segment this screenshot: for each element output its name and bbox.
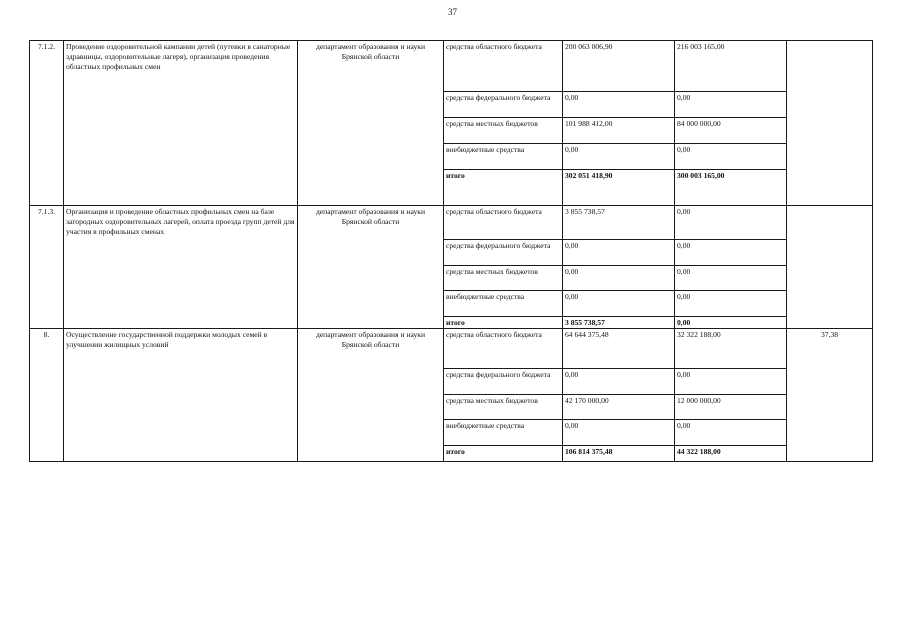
amount-col-2: 0,00 <box>675 240 787 266</box>
amount-col-2: 12 000 000,00 <box>675 395 787 420</box>
item-title: Осуществление государственной поддержки молодых семей в улучшении жилищных условий <box>64 329 298 462</box>
amount-col-2: 0,00 <box>675 291 787 317</box>
amount-col-1: 106 814 375,48 <box>563 446 675 462</box>
funding-source-label: средства областного бюджета <box>444 206 563 240</box>
amount-col-1: 0,00 <box>563 144 675 170</box>
amount-col-2: 0,00 <box>675 420 787 446</box>
table-row <box>30 206 873 240</box>
indicator-value: 37,38 <box>787 329 873 462</box>
funding-source-label: средства федерального бюджета <box>444 369 563 395</box>
indicator-value <box>787 41 873 206</box>
funding-source-label: внебюджетные средства <box>444 291 563 317</box>
amount-col-2: 300 003 165,00 <box>675 170 787 206</box>
item-department: департамент образования и науки Брянской области <box>298 41 444 206</box>
item-title: Организация и проведение областных профильных смен на базе загородных оздоровительных лагерей, оплата проезда групп детей для участия в профильных сменах <box>64 206 298 329</box>
amount-col-1: 0,00 <box>563 266 675 291</box>
funding-source-label: внебюджетные средства <box>444 420 563 446</box>
funding-source-label: средства местных бюджетов <box>444 266 563 291</box>
amount-col-2: 0,00 <box>675 92 787 118</box>
amount-col-1: 0,00 <box>563 92 675 118</box>
amount-col-1: 0,00 <box>563 291 675 317</box>
amount-col-2: 0,00 <box>675 206 787 240</box>
amount-col-1: 42 170 000,00 <box>563 395 675 420</box>
funding-source-label: средства федерального бюджета <box>444 92 563 118</box>
item-number: 7.1.3. <box>30 206 64 329</box>
item-number: 7.1.2. <box>30 41 64 206</box>
amount-col-2: 84 000 000,00 <box>675 118 787 144</box>
amount-col-2: 0,00 <box>675 317 787 329</box>
amount-col-1: 302 051 418,90 <box>563 170 675 206</box>
indicator-value <box>787 206 873 329</box>
funding-source-label: внебюджетные средства <box>444 144 563 170</box>
funding-source-label: итого <box>444 317 563 329</box>
amount-col-1: 3 855 738,57 <box>563 206 675 240</box>
table-row <box>30 329 873 369</box>
amount-col-1: 101 988 412,00 <box>563 118 675 144</box>
funding-source-label: итого <box>444 446 563 462</box>
item-department: департамент образования и науки Брянской области <box>298 206 444 329</box>
amount-col-2: 216 003 165,00 <box>675 41 787 92</box>
funding-source-label: средства областного бюджета <box>444 41 563 92</box>
amount-col-1: 64 644 375,48 <box>563 329 675 369</box>
budget-table <box>29 40 873 462</box>
amount-col-1: 200 063 006,90 <box>563 41 675 92</box>
item-number: 8. <box>30 329 64 462</box>
amount-col-1: 0,00 <box>563 240 675 266</box>
page-number: 37 <box>448 7 457 17</box>
funding-source-label: средства федерального бюджета <box>444 240 563 266</box>
table-body <box>30 41 873 462</box>
amount-col-2: 0,00 <box>675 369 787 395</box>
funding-source-label: итого <box>444 170 563 206</box>
amount-col-2: 44 322 188,00 <box>675 446 787 462</box>
table-row <box>30 41 873 92</box>
amount-col-2: 0,00 <box>675 144 787 170</box>
funding-source-label: средства местных бюджетов <box>444 395 563 420</box>
amount-col-1: 0,00 <box>563 369 675 395</box>
amount-col-2: 0,00 <box>675 266 787 291</box>
item-title: Проведение оздоровительной кампании детей (путевки в санаторные здравницы, оздоровительные лагеря), организация проведения областных профильных смен <box>64 41 298 206</box>
funding-source-label: средства областного бюджета <box>444 329 563 369</box>
funding-source-label: средства местных бюджетов <box>444 118 563 144</box>
amount-col-1: 0,00 <box>563 420 675 446</box>
item-department: департамент образования и науки Брянской области <box>298 329 444 462</box>
amount-col-2: 32 322 188,00 <box>675 329 787 369</box>
amount-col-1: 3 855 738,57 <box>563 317 675 329</box>
